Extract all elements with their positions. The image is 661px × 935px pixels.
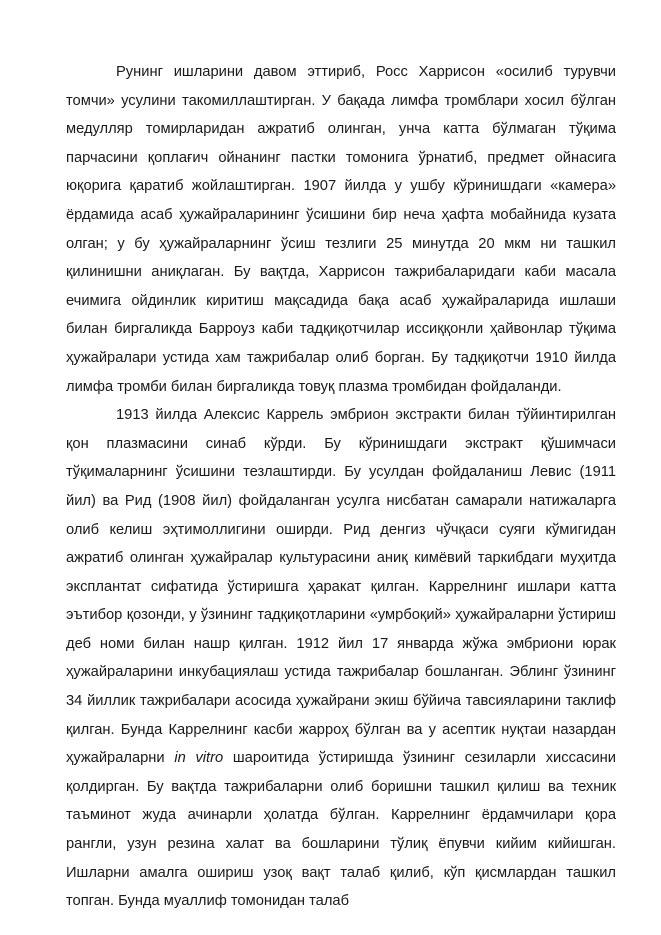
in-vitro-term: in vitro <box>174 750 224 767</box>
document-page <box>66 58 616 916</box>
paragraph-carrel-text-end: шароитида ўстиришда ўзининг сезиларли хиссасини қолдирган. Бу вақтда тажрибаларни олиб боришни ташкил қилиш ва техник таъминот жуда ачинарли ҳолатда бўлган. Каррелнинг ёрдамчилари қора рангли, узун резина халат ва бошларини тўлиқ ёпувчи кийим кийишган. Ишларни амалга ошириш узоқ вақт талаб қилиб, кўп қисмлардан ташкил топган. Бунда муаллиф томонидан талаб <box>66 750 616 910</box>
paragraph-harrison: Рунинг ишларини давом эттириб, Росс Харрисон «осилиб турувчи томчи» усулини такомиллаштирган. У бақада лимфа тромблари хосил бўлган медулляр томирларидан ажратиб олинган, унча катта бўлмаган тўқима парчасини қоплағич ойнанинг пастки томонига ўрнатиб, предмет ойнасига юқорига қаратиб жойлаштирган. 1907 йилда у ушбу кўринишдаги «камера» ёрдамида асаб ҳужайраларининг ўсишини бир неча ҳафта мобайнида кузата олган; у бу ҳужайраларнинг ўсиш тезлиги 25 минутда 20 мкм ни ташкил қилинишни аниқлаган. Бу вақтда, Харрисон тажрибаларидаги каби масала ечимига ойдинлик киритиш мақсадида бақа асаб ҳужайраларида ишлаши билан биргаликда Барроуз каби тадқиқотчилар иссиққонли ҳайвонлар тўқима ҳужайралари устида хам тажрибалар олиб борган. Бу тадқиқотчи 1910 йилда лимфа тромби билан биргаликда товуқ плазма тромбидан фойдаланди. <box>66 64 616 395</box>
paragraph-carrel-text-start: 1913 йилда Алексис Каррель эмбрион экстракти билан тўйинтирилган қон плазмасини синаб кўрди. Бу кўринишдаги экстракт қўшимчаси тўқималарнинг ўсишини тезлаштирди. Бу усулдан фойдаланиш Левис (1911 йил) ва Рид (1908 йил) фойдаланган усулга нисбатан самарали натижаларга олиб келиш эҳтимоллигини оширди. Рид денгиз чўчқаси суяги кўмигидан ажратиб олинган ҳужайралар культурасини аниқ кимёвий таркибдаги муҳитда эксплантат сифатида ўстиришга ҳаракат қилган. Каррелнинг ишлари катта эътибор қозонди, у ўзининг тадқиқотларини «умрбоқий» ҳужайраларни ўстириш деб номи билан нашр қилган. 1912 йил 17 январда жўжа эмбриони юрак ҳужайраларини инкубациялаш устида тажрибалар бошланган. Эблинг ўзининг 34 йиллик тажрибалари асосида ҳужайрани экиш бўйича тавсияларини таклиф қилган. Бунда Каррелнинг касби жарроҳ бўлган ва у асептик нуқтаи назардан ҳужайраларни <box>66 407 616 767</box>
paragraph-carrel <box>66 401 616 916</box>
